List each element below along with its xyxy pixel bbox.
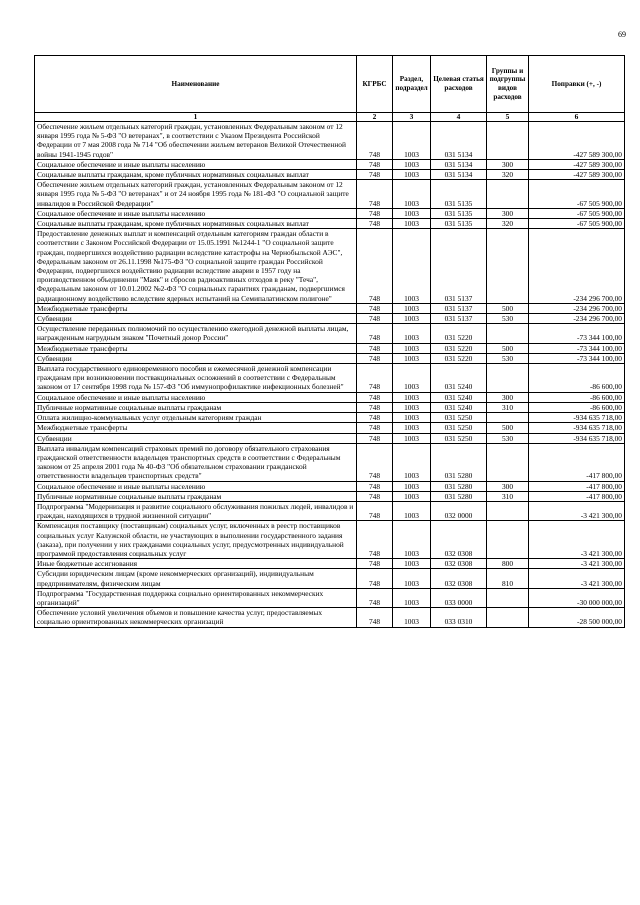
table-row	[35, 559, 625, 569]
table-row	[35, 159, 625, 169]
row-group-cell: 310	[487, 491, 529, 501]
table-row	[35, 608, 625, 627]
table-row	[35, 491, 625, 501]
row-article-cell: 031 5250	[431, 433, 487, 443]
column-index: 6	[529, 113, 625, 122]
column-header-amount: Поправки (+, -)	[529, 56, 625, 113]
row-article-cell: 031 5134	[431, 122, 487, 160]
table-header-row	[35, 56, 625, 113]
column-index-row	[35, 113, 625, 122]
table-row	[35, 413, 625, 423]
row-amount-cell: -86 600,00	[529, 392, 625, 402]
row-kgrbs-cell: 748	[357, 364, 393, 393]
row-amount-cell: -3 421 300,00	[529, 521, 625, 559]
table-row	[35, 364, 625, 393]
row-article-cell: 031 5135	[431, 180, 487, 209]
row-group-cell: 530	[487, 314, 529, 324]
row-article-cell: 031 5137	[431, 229, 487, 304]
table-row	[35, 170, 625, 180]
row-article-cell: 031 5240	[431, 364, 487, 393]
row-amount-cell: -3 421 300,00	[529, 501, 625, 520]
row-name-cell: Межбюджетные трансферты	[35, 423, 357, 433]
row-kgrbs-cell: 748	[357, 159, 393, 169]
row-kgrbs-cell: 748	[357, 413, 393, 423]
row-name-cell: Межбюджетные трансферты	[35, 343, 357, 353]
row-kgrbs-cell: 748	[357, 219, 393, 229]
table-body	[35, 122, 625, 628]
row-amount-cell: -427 589 300,00	[529, 170, 625, 180]
row-article-cell: 031 5220	[431, 324, 487, 343]
row-kgrbs-cell: 748	[357, 392, 393, 402]
row-group-cell: 800	[487, 559, 529, 569]
row-section-cell: 1003	[393, 122, 431, 160]
row-section-cell: 1003	[393, 521, 431, 559]
row-article-cell: 031 5137	[431, 303, 487, 313]
row-section-cell: 1003	[393, 402, 431, 412]
row-kgrbs-cell: 748	[357, 343, 393, 353]
table-row	[35, 180, 625, 209]
row-group-cell	[487, 229, 529, 304]
table-row	[35, 303, 625, 313]
row-name-cell: Субвенции	[35, 353, 357, 363]
row-group-cell	[487, 501, 529, 520]
row-name-cell: Социальное обеспечение и иные выплаты населению	[35, 481, 357, 491]
row-amount-cell: -234 296 700,00	[529, 314, 625, 324]
table-row	[35, 481, 625, 491]
row-kgrbs-cell: 748	[357, 501, 393, 520]
column-index: 1	[35, 113, 357, 122]
row-kgrbs-cell: 748	[357, 569, 393, 588]
row-amount-cell: -234 296 700,00	[529, 229, 625, 304]
table-row	[35, 219, 625, 229]
row-name-cell: Социальное обеспечение и иные выплаты населению	[35, 208, 357, 218]
row-amount-cell: -67 505 900,00	[529, 219, 625, 229]
column-header-kgrbs: КГРБС	[357, 56, 393, 113]
row-name-cell: Социальное обеспечение и иные выплаты населению	[35, 159, 357, 169]
row-article-cell: 031 5135	[431, 219, 487, 229]
row-group-cell: 310	[487, 402, 529, 412]
row-article-cell: 031 5134	[431, 159, 487, 169]
row-name-cell: Субсидии юридическим лицам (кроме некоммерческих организаций), индивидуальным предпринимателям, физическим лицам	[35, 569, 357, 588]
row-article-cell: 032 0000	[431, 501, 487, 520]
row-name-cell: Осуществление переданных полномочий по осуществлению ежегодной денежной выплаты лицам, награжденным нагрудным знаком "Почетный донор России"	[35, 324, 357, 343]
row-name-cell: Выплата государственного единовременного пособия и ежемесячной денежной компенсации гражданам при возникновении поствакцинальных осложнений в соответствии с Федеральным законом от 17 сентября 1998 года № 157-ФЗ "Об иммунопрофилактике инфекционных болезней"	[35, 364, 357, 393]
row-name-cell: Социальные выплаты гражданам, кроме публичных нормативных социальных выплат	[35, 219, 357, 229]
row-group-cell: 300	[487, 159, 529, 169]
row-amount-cell: -73 344 100,00	[529, 343, 625, 353]
row-kgrbs-cell: 748	[357, 423, 393, 433]
row-group-cell	[487, 588, 529, 607]
row-amount-cell: -67 505 900,00	[529, 208, 625, 218]
row-kgrbs-cell: 748	[357, 443, 393, 481]
row-article-cell: 033 0000	[431, 588, 487, 607]
row-section-cell: 1003	[393, 491, 431, 501]
row-amount-cell: -417 800,00	[529, 443, 625, 481]
row-article-cell: 032 0308	[431, 569, 487, 588]
row-section-cell: 1003	[393, 159, 431, 169]
row-amount-cell: -934 635 718,00	[529, 423, 625, 433]
table-row	[35, 229, 625, 304]
row-amount-cell: -67 505 900,00	[529, 180, 625, 209]
row-article-cell: 031 5137	[431, 314, 487, 324]
column-header-section: Раздел, подраздел	[393, 56, 431, 113]
row-amount-cell: -427 589 300,00	[529, 122, 625, 160]
row-article-cell: 031 5220	[431, 353, 487, 363]
row-amount-cell: -3 421 300,00	[529, 559, 625, 569]
row-kgrbs-cell: 748	[357, 491, 393, 501]
row-kgrbs-cell: 748	[357, 402, 393, 412]
row-article-cell: 031 5220	[431, 343, 487, 353]
row-kgrbs-cell: 748	[357, 324, 393, 343]
table-row	[35, 402, 625, 412]
table-row	[35, 392, 625, 402]
column-index: 5	[487, 113, 529, 122]
row-group-cell: 500	[487, 343, 529, 353]
row-name-cell: Обеспечение жильем отдельных категорий граждан, установленных Федеральным законом от 12 января 1995 года № 5-ФЗ "О ветеранах" и от 24 ноября 1995 года № 181-ФЗ "О социальной защите инвалидов в Российской Федерации"	[35, 180, 357, 209]
column-index: 3	[393, 113, 431, 122]
column-index: 2	[357, 113, 393, 122]
row-kgrbs-cell: 748	[357, 170, 393, 180]
table-row	[35, 433, 625, 443]
row-kgrbs-cell: 748	[357, 559, 393, 569]
table-row	[35, 569, 625, 588]
row-section-cell: 1003	[393, 501, 431, 520]
row-kgrbs-cell: 748	[357, 433, 393, 443]
row-article-cell: 031 5240	[431, 392, 487, 402]
page-number: 69	[618, 30, 626, 39]
row-section-cell: 1003	[393, 170, 431, 180]
row-article-cell: 033 0310	[431, 608, 487, 627]
row-name-cell: Социальные выплаты гражданам, кроме публичных нормативных социальных выплат	[35, 170, 357, 180]
row-name-cell: Межбюджетные трансферты	[35, 303, 357, 313]
row-amount-cell: -427 589 300,00	[529, 159, 625, 169]
table-row	[35, 122, 625, 160]
row-section-cell: 1003	[393, 608, 431, 627]
row-article-cell: 032 0308	[431, 521, 487, 559]
row-name-cell: Обеспечение условий увеличения объемов и повышение качества услуг, предоставляемых социально ориентированных некоммерческих организаций	[35, 608, 357, 627]
row-group-cell	[487, 122, 529, 160]
row-section-cell: 1003	[393, 303, 431, 313]
row-section-cell: 1003	[393, 481, 431, 491]
row-section-cell: 1003	[393, 423, 431, 433]
row-amount-cell: -934 635 718,00	[529, 413, 625, 423]
row-name-cell: Подпрограмма "Государственная поддержка социально ориентированных некоммерческих организаций"	[35, 588, 357, 607]
row-kgrbs-cell: 748	[357, 229, 393, 304]
table-row	[35, 208, 625, 218]
row-section-cell: 1003	[393, 433, 431, 443]
table-row	[35, 521, 625, 559]
row-amount-cell: -73 344 100,00	[529, 324, 625, 343]
row-article-cell: 032 0308	[431, 559, 487, 569]
row-group-cell: 530	[487, 433, 529, 443]
row-kgrbs-cell: 748	[357, 481, 393, 491]
row-article-cell: 031 5280	[431, 443, 487, 481]
row-kgrbs-cell: 748	[357, 521, 393, 559]
budget-amendments-table	[34, 55, 625, 628]
row-kgrbs-cell: 748	[357, 208, 393, 218]
row-group-cell: 810	[487, 569, 529, 588]
row-group-cell: 320	[487, 170, 529, 180]
row-name-cell: Субвенции	[35, 433, 357, 443]
row-group-cell	[487, 364, 529, 393]
row-amount-cell: -28 500 000,00	[529, 608, 625, 627]
row-section-cell: 1003	[393, 180, 431, 209]
table-row	[35, 501, 625, 520]
row-article-cell: 031 5250	[431, 413, 487, 423]
row-kgrbs-cell: 748	[357, 303, 393, 313]
table-row	[35, 314, 625, 324]
table-row	[35, 443, 625, 481]
row-name-cell: Предоставление денежных выплат и компенсаций отдельным категориям граждан области в соответствии с Законом Российской Федерации от 15.05.1991 №1244-1 "О социальной защите граждан, подвергшихся воздействию радиации вследствие катастрофы на Чернобыльской АЭС", Федеральным законом от 26.11.1998 №175-ФЗ "О социальной защите граждан Российской Федерации, подвергшихся воздействию радиации вследствие аварии в 1957 году на производственном объединении "Маяк" и сбросов радиоактивных отходов в реку "Теча", Федеральным законом от 10.01.2002 №2-ФЗ "О социальных гарантиях гражданам, подвергшимся радиационному воздействию вследствие ядерных испытаний на Семипалатинском полигоне"	[35, 229, 357, 304]
row-amount-cell: -3 421 300,00	[529, 569, 625, 588]
column-header-article: Целевая статья расходов	[431, 56, 487, 113]
row-group-cell	[487, 324, 529, 343]
row-section-cell: 1003	[393, 219, 431, 229]
column-header-name: Наименование	[35, 56, 357, 113]
row-article-cell: 031 5280	[431, 491, 487, 501]
row-name-cell: Компенсация поставщику (поставщикам) социальных услуг, включенных в реестр поставщиков социальных услуг Калужской области, не участвующих в выполнении государственного задания (заказа), при получении у них гражданами социальных услуг, предусмотренных индивидуальной программой предоставления социальных услуг	[35, 521, 357, 559]
row-name-cell: Подпрограмма "Модернизация и развитие социального обслуживания пожилых людей, инвалидов и граждан, находящихся в трудной жизненной ситуации"	[35, 501, 357, 520]
row-amount-cell: -30 000 000,00	[529, 588, 625, 607]
row-section-cell: 1003	[393, 559, 431, 569]
row-section-cell: 1003	[393, 443, 431, 481]
row-name-cell: Публичные нормативные социальные выплаты гражданам	[35, 402, 357, 412]
row-section-cell: 1003	[393, 364, 431, 393]
row-name-cell: Иные бюджетные ассигнования	[35, 559, 357, 569]
row-group-cell	[487, 521, 529, 559]
column-header-group: Группы и подгруппы видов расходов	[487, 56, 529, 113]
row-section-cell: 1003	[393, 392, 431, 402]
table-row	[35, 423, 625, 433]
row-group-cell	[487, 608, 529, 627]
row-article-cell: 031 5240	[431, 402, 487, 412]
row-amount-cell: -417 800,00	[529, 481, 625, 491]
row-amount-cell: -934 635 718,00	[529, 433, 625, 443]
row-section-cell: 1003	[393, 343, 431, 353]
row-name-cell: Субвенции	[35, 314, 357, 324]
row-group-cell: 300	[487, 481, 529, 491]
row-group-cell: 320	[487, 219, 529, 229]
row-section-cell: 1003	[393, 314, 431, 324]
row-amount-cell: -417 800,00	[529, 491, 625, 501]
row-kgrbs-cell: 748	[357, 353, 393, 363]
row-name-cell: Обеспечение жильем отдельных категорий граждан, установленных Федеральным законом от 12 января 1995 года № 5-ФЗ "О ветеранах", в соответствии с Указом Президента Российской Федерации от 7 мая 2008 года № 714 "Об обеспечении жильем ветеранов Великой Отечественной войны 1941-1945 годов"	[35, 122, 357, 160]
row-group-cell: 500	[487, 303, 529, 313]
row-article-cell: 031 5280	[431, 481, 487, 491]
row-group-cell	[487, 180, 529, 209]
table-row	[35, 324, 625, 343]
row-group-cell	[487, 443, 529, 481]
row-name-cell: Оплата жилищно-коммунальных услуг отдельным категориям граждан	[35, 413, 357, 423]
row-amount-cell: -86 600,00	[529, 364, 625, 393]
row-kgrbs-cell: 748	[357, 180, 393, 209]
row-section-cell: 1003	[393, 208, 431, 218]
row-section-cell: 1003	[393, 229, 431, 304]
row-kgrbs-cell: 748	[357, 588, 393, 607]
row-article-cell: 031 5135	[431, 208, 487, 218]
row-group-cell	[487, 413, 529, 423]
row-article-cell: 031 5250	[431, 423, 487, 433]
row-amount-cell: -86 600,00	[529, 402, 625, 412]
row-article-cell: 031 5134	[431, 170, 487, 180]
row-section-cell: 1003	[393, 353, 431, 363]
row-name-cell: Выплата инвалидам компенсаций страховых премий по договору обязательного страхования гражданской ответственности владельцев транспортных средств в соответствии с Федеральным законом от 25 апреля 2001 года № 40-ФЗ "Об обязательном страховании гражданской ответственности владельцев транспортных средств"	[35, 443, 357, 481]
row-group-cell: 530	[487, 353, 529, 363]
row-group-cell: 500	[487, 423, 529, 433]
row-section-cell: 1003	[393, 569, 431, 588]
table-row	[35, 343, 625, 353]
table-row	[35, 588, 625, 607]
row-kgrbs-cell: 748	[357, 314, 393, 324]
row-name-cell: Социальное обеспечение и иные выплаты населению	[35, 392, 357, 402]
row-group-cell: 300	[487, 208, 529, 218]
row-kgrbs-cell: 748	[357, 608, 393, 627]
row-amount-cell: -234 296 700,00	[529, 303, 625, 313]
row-name-cell: Публичные нормативные социальные выплаты гражданам	[35, 491, 357, 501]
column-index: 4	[431, 113, 487, 122]
row-section-cell: 1003	[393, 588, 431, 607]
row-kgrbs-cell: 748	[357, 122, 393, 160]
row-section-cell: 1003	[393, 324, 431, 343]
row-section-cell: 1003	[393, 413, 431, 423]
row-group-cell: 300	[487, 392, 529, 402]
table-row	[35, 353, 625, 363]
row-amount-cell: -73 344 100,00	[529, 353, 625, 363]
